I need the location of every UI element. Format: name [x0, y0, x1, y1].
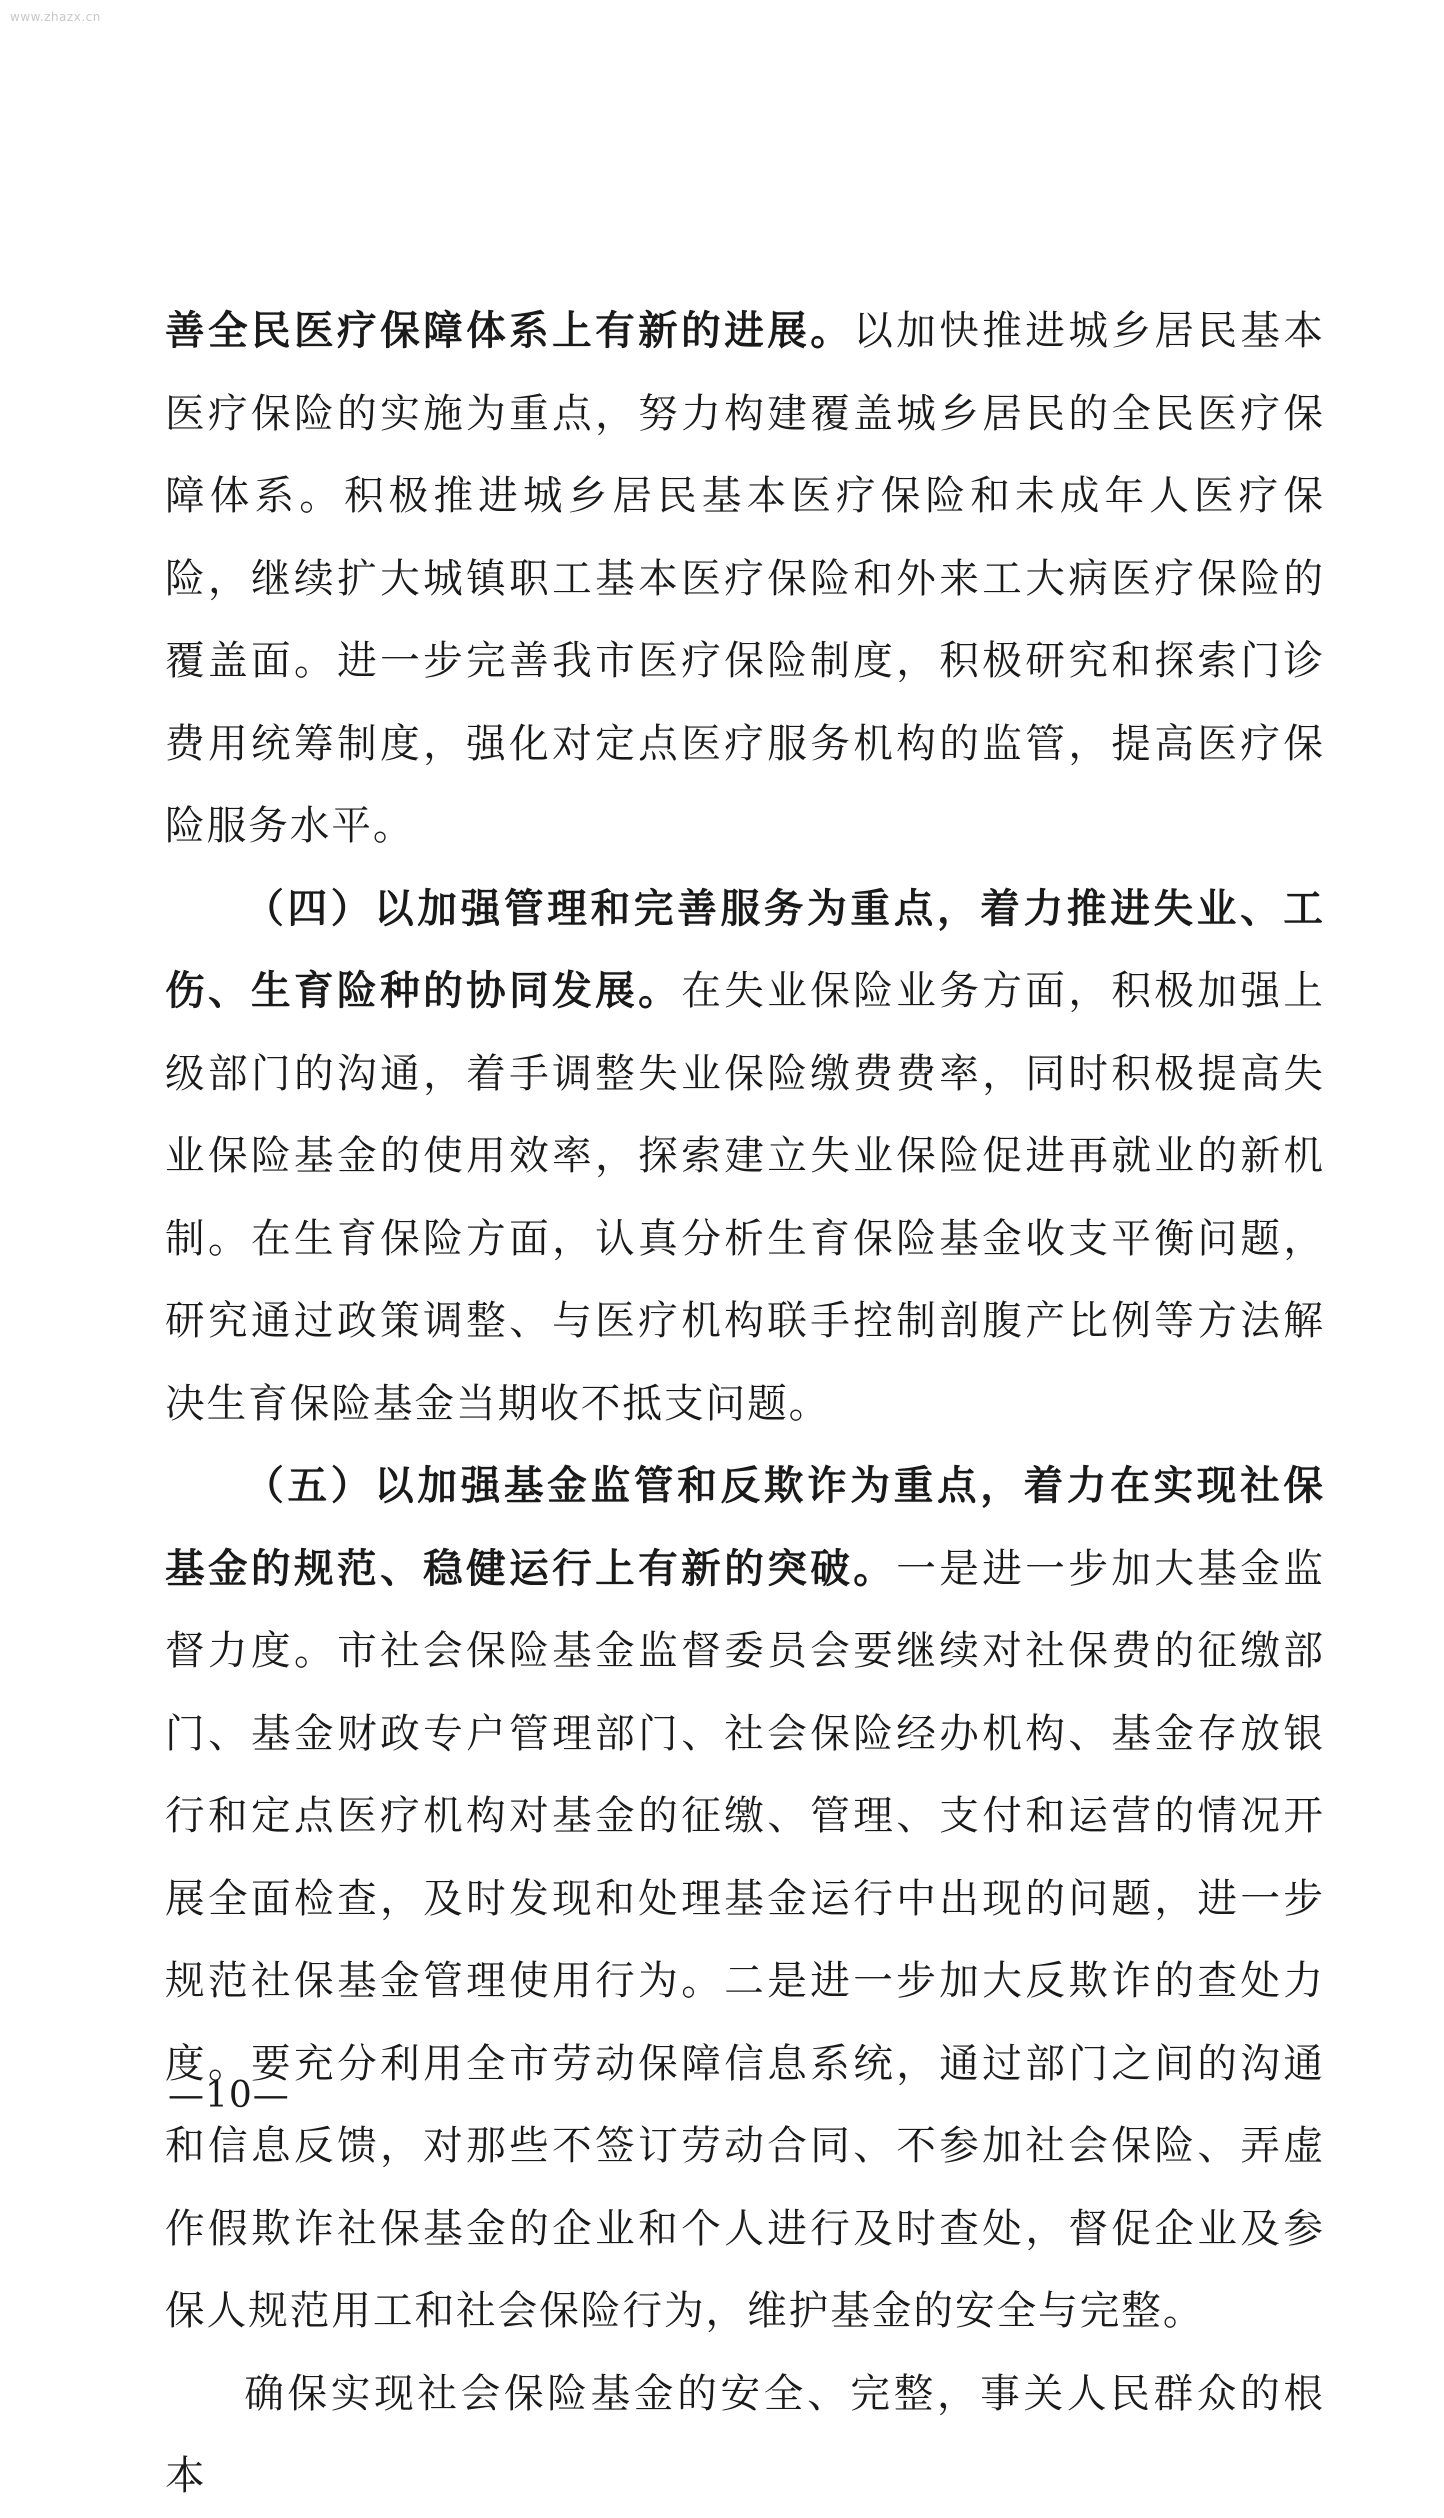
paragraph-conclusion: [165, 2353, 1325, 2518]
paragraph-heading: （五）以加强基金监管和反欺诈为重点，着力在实现社保基金的规范、稳健运行上有新的突破。: [165, 1463, 1325, 1592]
paragraph-heading: （四）以加强管理和完善服务为重点，着力推进失业、工伤、生育险种的协同发展。: [165, 885, 1325, 1014]
paragraph-section-five: [165, 1445, 1325, 2353]
paragraph-heading: 善全民医疗保障体系上有新的进展。: [165, 308, 854, 354]
page-number: —10—: [168, 2075, 290, 2116]
paragraph-text: 以加快推进城乡居民基本医疗保险的实施为重点，努力构建覆盖城乡居民的全民医疗保障体系。积极推进城乡居民基本医疗保险和未成年人医疗保险，继续扩大城镇职工基本医疗保险和外来工大病医疗保险的覆盖面。进一步完善我市医疗保险制度，积极研究和探索门诊费用统筹制度，强化对定点医疗服务机构的监管，提高医疗保险服务水平。: [165, 308, 1325, 849]
paragraph-medical-insurance: [165, 290, 1325, 868]
paragraph-text: 一是进一步加大基金监督力度。市社会保险基金监督委员会要继续对社保费的征缴部门、基金财政专户管理部门、社会保险经办机构、基金存放银行和定点医疗机构对基金的征缴、管理、支付和运营的情况开展全面检查，及时发现和处理基金运行中出现的问题，进一步规范社保基金管理使用行为。二是进一步加大反欺诈的查处力度。要充分利用全市劳动保障信息系统，通过部门之间的沟通和信息反馈，对那些不签订劳动合同、不参加社会保险、弄虚作假欺诈社保基金的企业和个人进行及时查处，督促企业及参保人规范用工和社会保险行为，维护基金的安全与完整。: [165, 1545, 1325, 2334]
document-body: [165, 290, 1325, 2518]
paragraph-section-four: [165, 868, 1325, 1446]
paragraph-text: 确保实现社会保险基金的安全、完整，事关人民群众的根本: [165, 2370, 1325, 2499]
watermark: www.zhazx.cn: [10, 10, 101, 24]
paragraph-text: 在失业保险业务方面，积极加强上级部门的沟通，着手调整失业保险缴费费率，同时积极提高失业保险基金的使用效率，探索建立失业保险促进再就业的新机制。在生育保险方面，认真分析生育保险基金收支平衡问题，研究通过政策调整、与医疗机构联手控制剖腹产比例等方法解决生育保险基金当期收不抵支问题。: [165, 968, 1325, 1427]
